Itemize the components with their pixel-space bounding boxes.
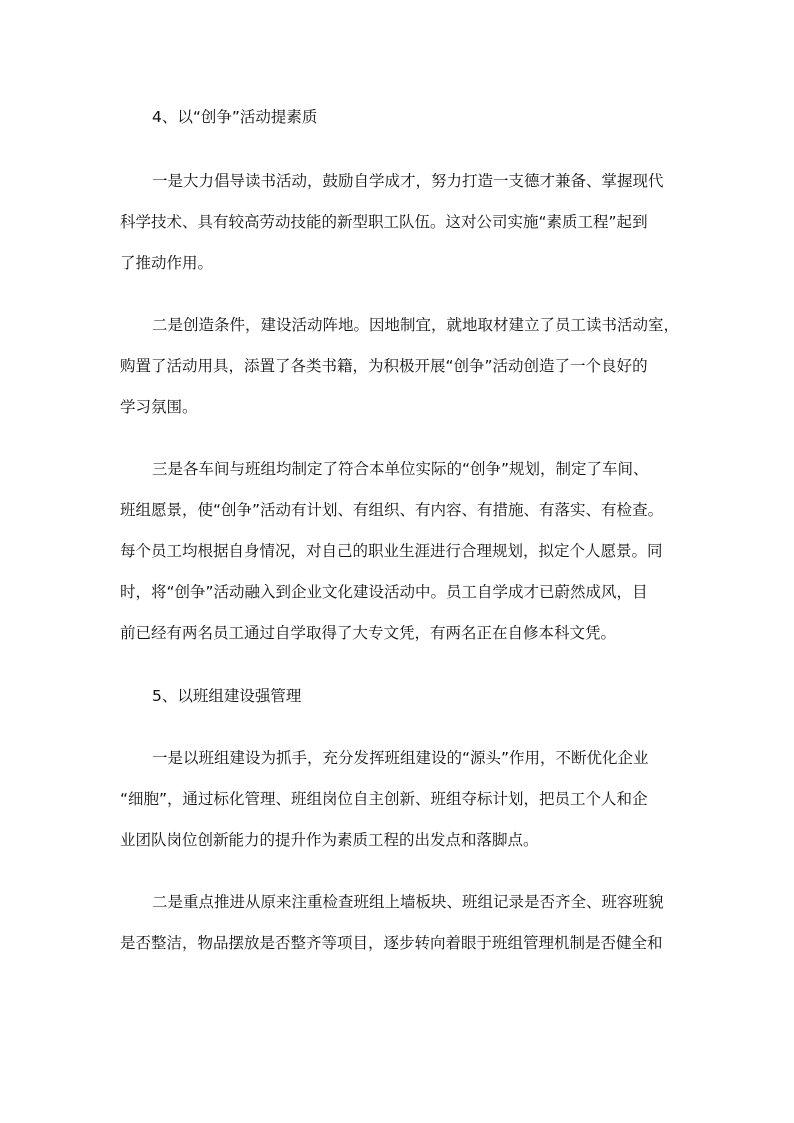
paragraph-3-line-5: 前已经有两名员工通过自学取得了大专文凭，有两名正在自修本科文凭。 [120, 624, 617, 642]
paragraph-3-line-4: 时，将“创争”活动融入到企业文化建设活动中。员工自学成才已蔚然成风，目 [120, 583, 648, 601]
paragraph-2-line-2: 购置了活动用具，添置了各类书籍，为积极开展“创争”活动创造了一个良好的 [120, 357, 648, 375]
paragraph-1-line-1: 一是大力倡导读书活动，鼓励自学成才，努力打造一支德才兼备、掌握现代 [152, 172, 664, 190]
paragraph-4-line-2: “细胞”，通过标化管理、班组岗位自主创新、班组夺标计划，把员工个人和企 [120, 790, 648, 808]
paragraph-3-line-1: 三是各车间与班组均制定了符合本单位实际的“创争”规划，制定了车间、 [152, 460, 649, 478]
paragraph-5-line-2: 是否整洁，物品摆放是否整齐等项目，逐步转向着眼于班组管理机制是否健全和 [120, 934, 663, 952]
paragraph-2-line-1: 二是创造条件，建设活动阵地。因地制宜，就地取材建立了员工读书活动室， [152, 316, 680, 334]
paragraph-3-line-2: 班组愿景，使“创争”活动有计划、有组织、有内容、有措施、有落实、有检查。 [120, 501, 664, 519]
section-heading-4: 4、以“创争”活动提素质 [152, 108, 318, 126]
paragraph-4-line-1: 一是以班组建设为抓手，充分发挥班组建设的“源头”作用，不断优化企业 [152, 749, 649, 767]
paragraph-5-line-1: 二是重点推进从原来注重检查班组上墙板块、班组记录是否齐全、班容班貌 [152, 893, 664, 911]
section-heading-5: 5、以班组建设强管理 [152, 687, 302, 705]
paragraph-1-line-2: 科学技术、具有较高劳动技能的新型职工队伍。这对公司实施“素质工程”起到 [120, 213, 648, 231]
paragraph-3-line-3: 每个员工均根据自身情况，对自己的职业生涯进行合理规划，拟定个人愿景。同 [120, 542, 663, 560]
paragraph-4-line-3: 业团队岗位创新能力的提升作为素质工程的出发点和落脚点。 [120, 831, 539, 849]
paragraph-2-line-3: 学习氛围。 [120, 398, 198, 416]
paragraph-1-line-3: 了推动作用。 [120, 254, 214, 272]
